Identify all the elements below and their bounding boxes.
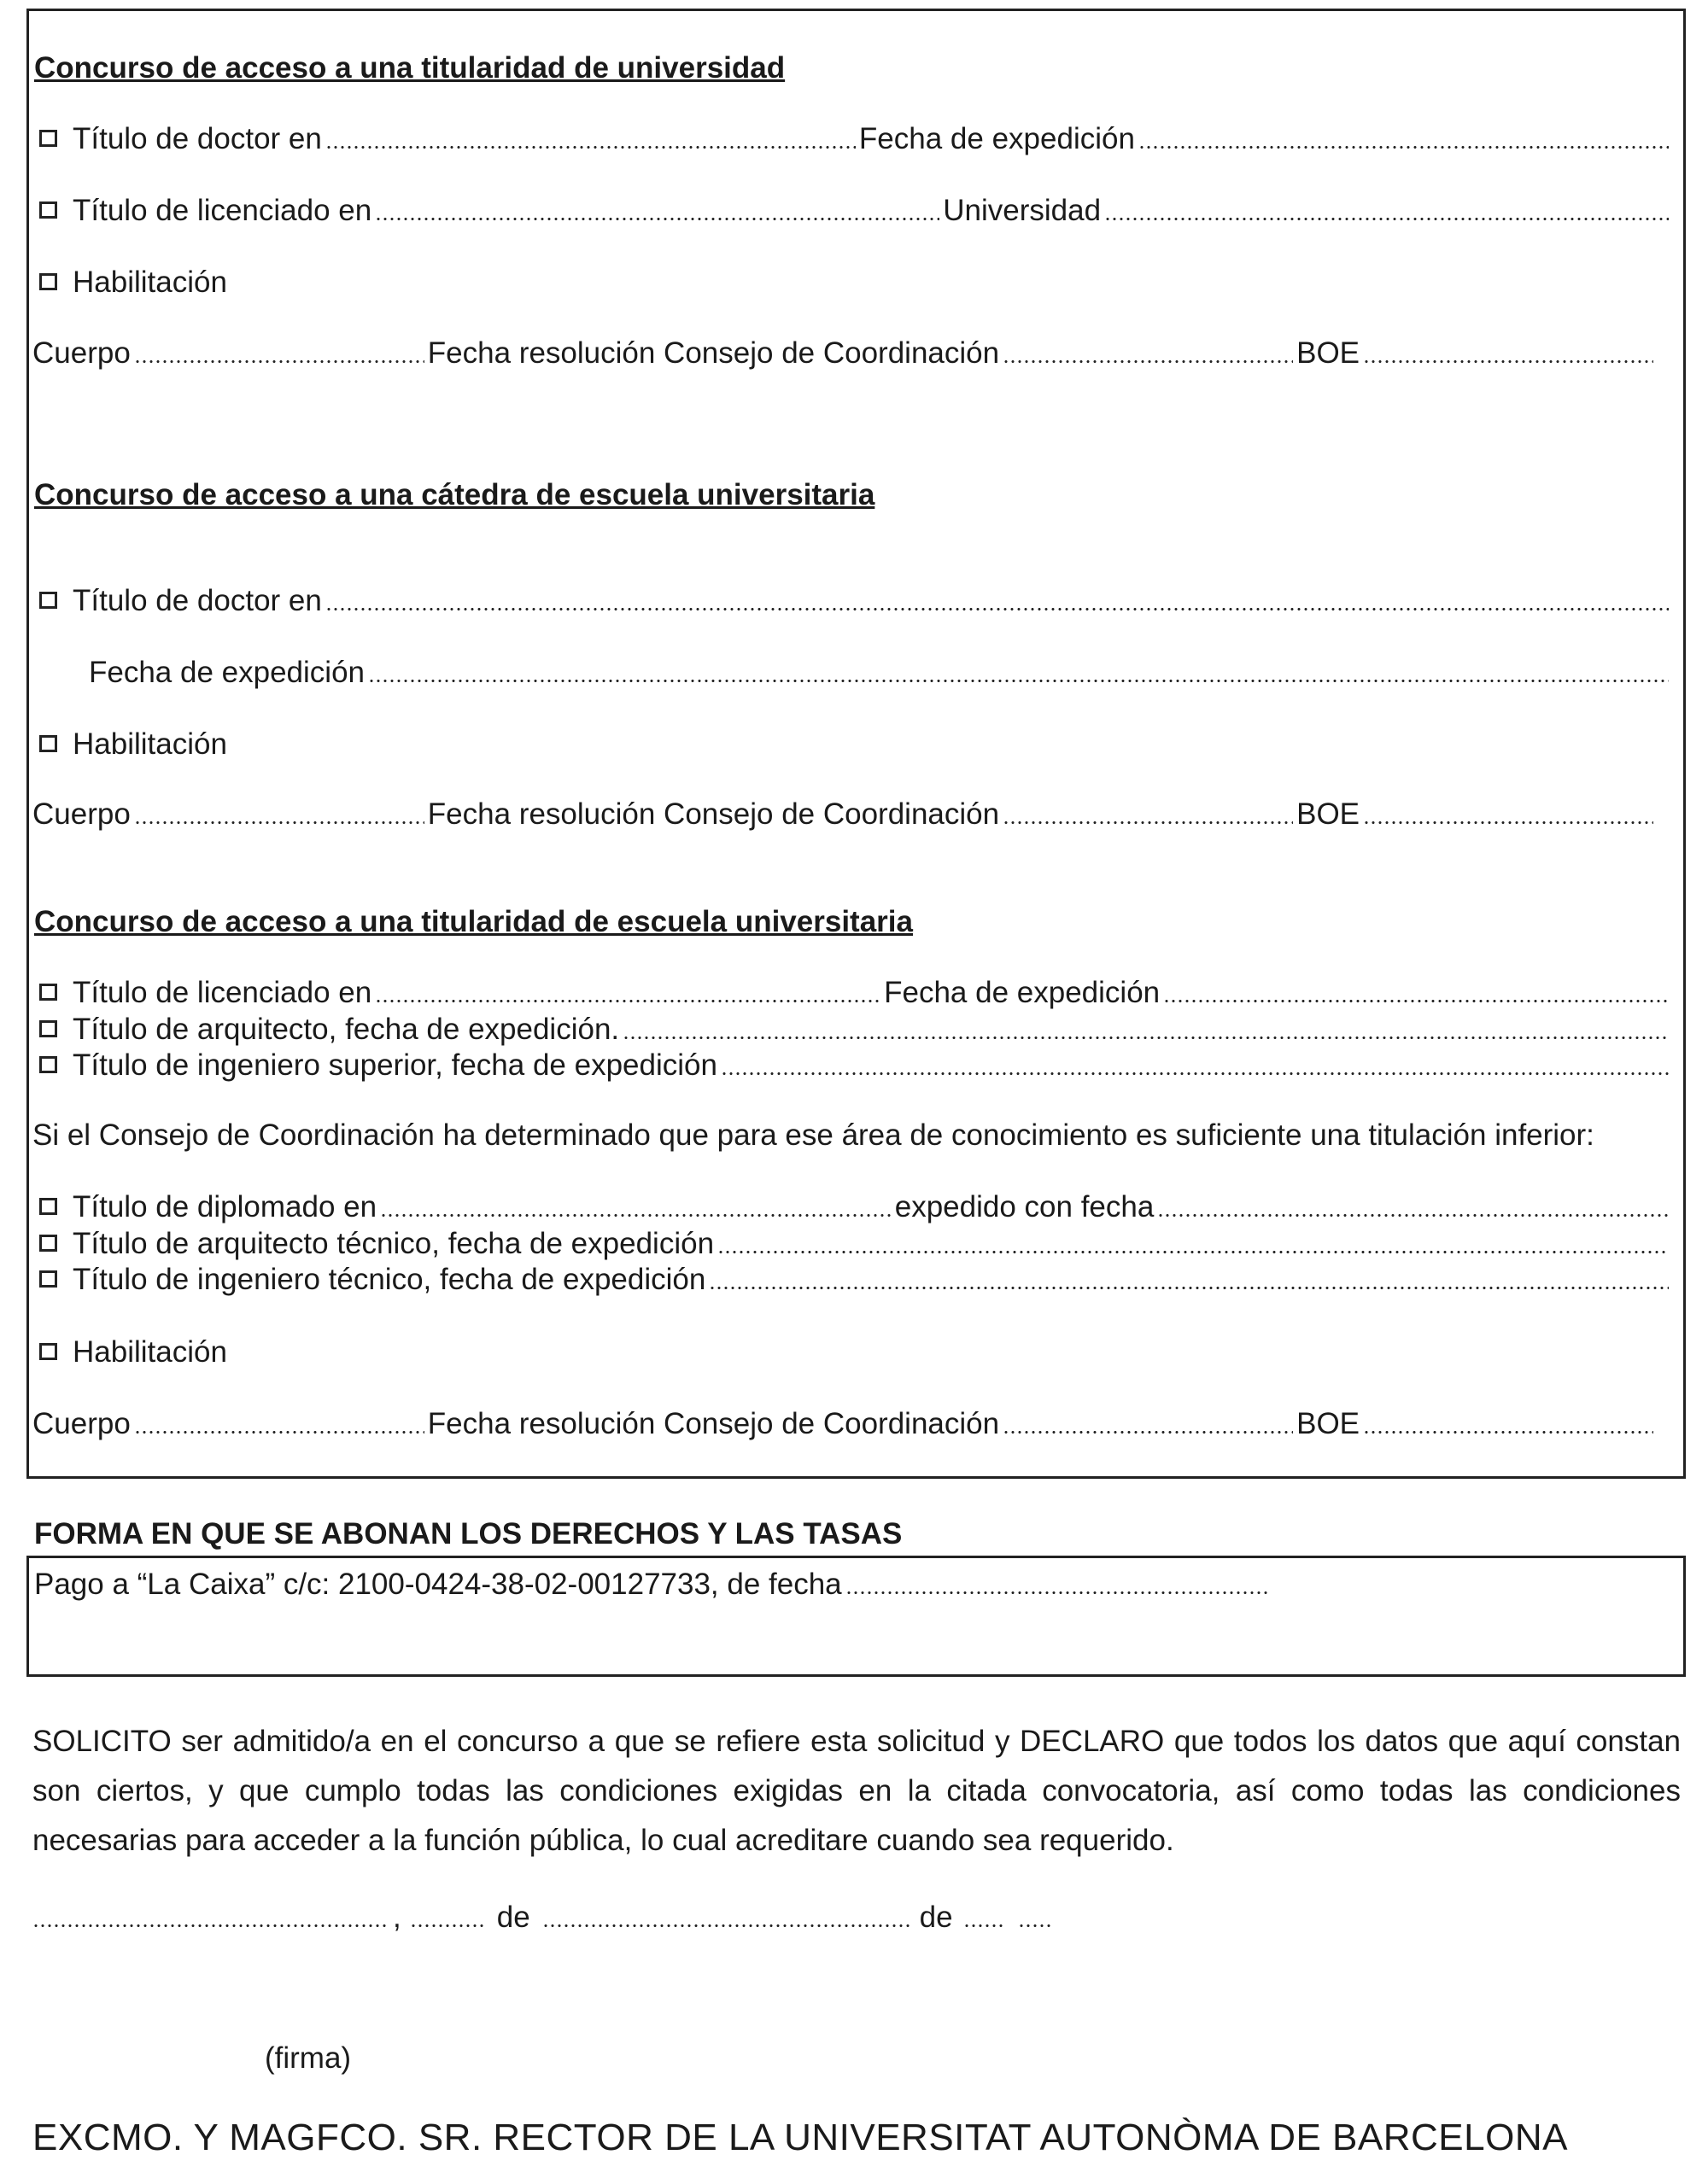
doctor-field[interactable] — [325, 146, 856, 149]
section2-habilitacion-row — [39, 729, 227, 759]
cuerpo-field[interactable] — [134, 360, 424, 363]
checkbox-ingeniero-tecnico[interactable] — [39, 1270, 57, 1288]
section3-ingeniero-sup-row — [39, 1050, 1672, 1080]
fecha-expedicion-field[interactable] — [368, 680, 1669, 682]
date-line — [32, 1902, 1040, 1932]
year-field-2[interactable] — [1018, 1924, 1054, 1927]
payment-date-field[interactable] — [845, 1591, 1269, 1594]
diplomado-field[interactable] — [380, 1214, 892, 1217]
section2-cuerpo-row — [32, 799, 1657, 829]
fecha-resolucion-label: Fecha resolución Consejo de Coordinación — [427, 797, 1000, 831]
section1-doctor-row — [39, 124, 1672, 154]
licenciado-date-label: Fecha de expedición — [884, 976, 1161, 1009]
fecha-resolucion-field[interactable] — [1003, 821, 1293, 824]
section1-heading: Concurso de acceso a una titularidad de universidad — [34, 51, 786, 85]
signature-label: (firma) — [265, 2041, 352, 2075]
cuerpo-label: Cuerpo — [32, 1407, 131, 1440]
payment-text: Pago a “La Caixa” c/c: 2100-0424-38-02-00127733, de fecha — [34, 1568, 842, 1601]
checkbox-doctor[interactable] — [39, 592, 57, 609]
boe-label: BOE — [1296, 336, 1360, 370]
section1-cuerpo-row — [32, 338, 1657, 368]
boe-field[interactable] — [1363, 821, 1653, 824]
universidad-field[interactable] — [1104, 218, 1669, 220]
section3-ing-tecnico-row — [39, 1264, 1672, 1294]
declaration-paragraph: SOLICITO ser admitido/a en el concurso a que se refiere esta solicitud y DECLARO que todos los datos que aquí constan son ciertos, y que cumplo todas las condiciones exigidas en la citada convocatoria, así como todas las condiciones necesarias para acceder a la función pública, lo cual acreditare cuando sea requerido. — [32, 1725, 1681, 1857]
cuerpo-label: Cuerpo — [32, 797, 131, 831]
arquitecto-field[interactable] — [623, 1037, 1669, 1039]
payment-row — [34, 1569, 1272, 1599]
universidad-label: Universidad — [943, 194, 1102, 227]
arq-tecnico-field[interactable] — [717, 1251, 1669, 1253]
section2-heading: Concurso de acceso a una cátedra de escuela universitaria — [34, 478, 875, 511]
boe-label: BOE — [1296, 797, 1360, 831]
diplomado-label: Título de diplomado en — [73, 1190, 377, 1223]
date-de-2: de — [919, 1901, 953, 1934]
habilitacion-label: Habilitación — [73, 1335, 227, 1369]
boe-field[interactable] — [1363, 360, 1653, 363]
fecha-resolucion-label: Fecha resolución Consejo de Coordinación — [427, 1407, 1000, 1440]
checkbox-diplomado[interactable] — [39, 1198, 57, 1215]
fecha-expedicion-label: Fecha de expedición — [89, 656, 365, 689]
checkbox-arquitecto-tecnico[interactable] — [39, 1235, 57, 1252]
section3-diplomado-row — [39, 1192, 1672, 1222]
addressee: EXCMO. Y MAGFCO. SR. RECTOR DE LA UNIVERSITAT AUTONÒMA DE BARCELONA — [32, 2117, 1568, 2158]
section1-habilitacion-row — [39, 267, 227, 297]
section3-note: Si el Consejo de Coordinación ha determinado que para ese área de conocimiento es suficiente una titulación inferior: — [32, 1118, 1594, 1152]
boe-label: BOE — [1296, 1407, 1360, 1440]
checkbox-arquitecto[interactable] — [39, 1020, 57, 1037]
doctor-date-field[interactable] — [1138, 146, 1669, 149]
checkbox-habilitacion[interactable] — [39, 1343, 57, 1360]
place-field[interactable] — [32, 1924, 389, 1927]
day-field[interactable] — [410, 1924, 487, 1927]
payment-heading: FORMA EN QUE SE ABONAN LOS DERECHOS Y LAS TASAS — [34, 1517, 903, 1550]
fecha-resolucion-field[interactable] — [1003, 360, 1293, 363]
month-field[interactable] — [542, 1924, 911, 1927]
checkbox-doctor[interactable] — [39, 130, 57, 147]
ingeniero-sup-label: Título de ingeniero superior, fecha de expedición — [73, 1048, 717, 1082]
ingeniero-sup-field[interactable] — [721, 1072, 1669, 1075]
diplomado-date-label: expedido con fecha — [894, 1190, 1155, 1223]
diplomado-date-field[interactable] — [1157, 1214, 1669, 1217]
doctor-label: Título de doctor en — [73, 122, 322, 155]
licenciado-date-field[interactable] — [1163, 1000, 1669, 1002]
habilitacion-label: Habilitación — [73, 266, 227, 299]
cuerpo-field[interactable] — [134, 1431, 424, 1434]
checkbox-licenciado[interactable] — [39, 201, 57, 219]
fecha-resolucion-field[interactable] — [1003, 1431, 1293, 1434]
habilitacion-label: Habilitación — [73, 727, 227, 761]
ing-tecnico-label: Título de ingeniero técnico, fecha de expedición — [73, 1263, 706, 1296]
checkbox-habilitacion[interactable] — [39, 273, 57, 290]
section3-arquitecto-row — [39, 1014, 1672, 1044]
licenciado-field[interactable] — [375, 218, 939, 220]
doctor-field[interactable] — [325, 608, 1669, 610]
doctor-date-label: Fecha de expedición — [858, 122, 1135, 155]
year-field-1[interactable] — [963, 1924, 1006, 1927]
fecha-resolucion-label: Fecha resolución Consejo de Coordinación — [427, 336, 1000, 370]
checkbox-licenciado[interactable] — [39, 984, 57, 1001]
section3-heading: Concurso de acceso a una titularidad de escuela universitaria — [34, 905, 913, 938]
ing-tecnico-field[interactable] — [709, 1287, 1669, 1289]
checkbox-ingeniero-superior[interactable] — [39, 1056, 57, 1073]
checkbox-habilitacion[interactable] — [39, 735, 57, 752]
licenciado-field[interactable] — [375, 1000, 880, 1002]
section3-cuerpo-row — [32, 1409, 1657, 1439]
section3-habilitacion-row — [39, 1337, 227, 1367]
cuerpo-field[interactable] — [134, 821, 424, 824]
section2-fecha-row — [89, 657, 1672, 687]
date-de-1: de — [496, 1901, 530, 1934]
section1-licenciado-row — [39, 196, 1672, 225]
cuerpo-label: Cuerpo — [32, 336, 131, 370]
arq-tecnico-label: Título de arquitecto técnico, fecha de expedición — [73, 1227, 715, 1260]
boe-field[interactable] — [1363, 1431, 1653, 1434]
section3-arq-tecnico-row — [39, 1229, 1672, 1258]
section3-licenciado-row — [39, 978, 1672, 1007]
arquitecto-label: Título de arquitecto, fecha de expedición. — [73, 1013, 620, 1046]
date-comma: , — [393, 1901, 401, 1934]
section2-doctor-row — [39, 586, 1672, 616]
licenciado-label: Título de licenciado en — [73, 194, 372, 227]
licenciado-label: Título de licenciado en — [73, 976, 372, 1009]
doctor-label: Título de doctor en — [73, 584, 322, 617]
